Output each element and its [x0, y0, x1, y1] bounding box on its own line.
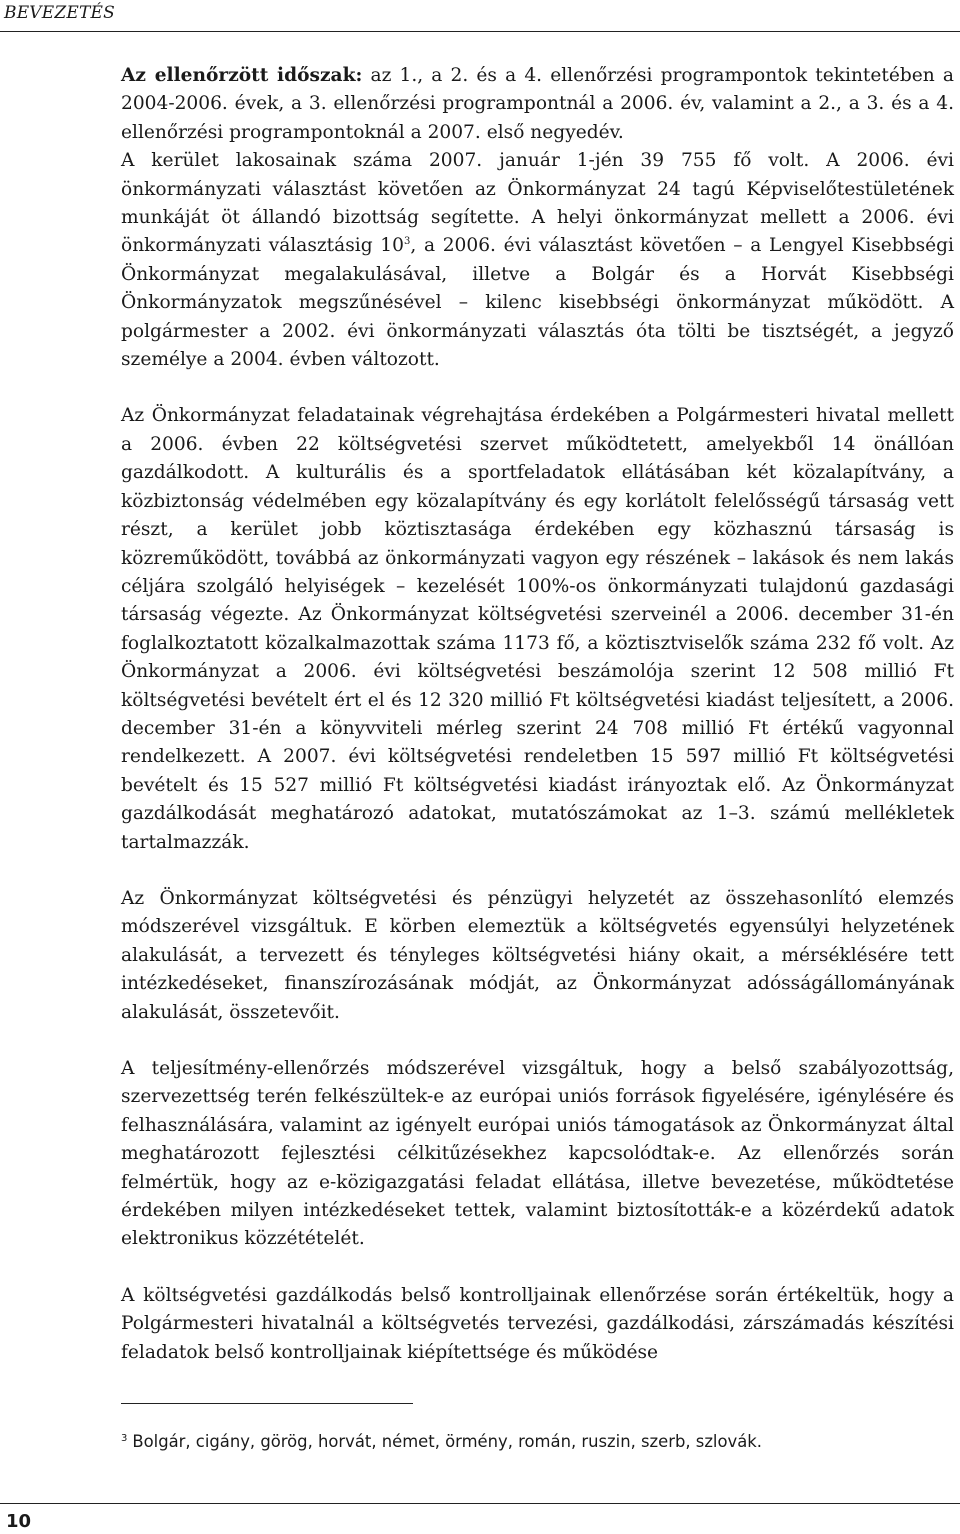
paragraph-financial-analysis: Az Önkormányzat költségvetési és pénzügyi helyzetét az összehasonlító elemzés módszerével vizsgáltuk. E körben elemeztük a költségvetés egyensúlyi helyzetének alakulását, a tervezett és tényleges költségvetési hiány okait, a mérséklésére tett intézkedéseket, finanszírozásának módját, az Önkormányzat adósságállományának alakulását, összetevőit.	[121, 887, 954, 1023]
page-number: 10	[6, 1511, 32, 1532]
paragraph-spacer	[121, 1254, 954, 1282]
paragraph-district-population	[121, 147, 954, 374]
main-content	[121, 62, 954, 1367]
paragraph-audit-period	[121, 62, 954, 147]
paragraph-spacer	[121, 857, 954, 885]
footer-divider	[0, 1503, 960, 1504]
audit-period-label: Az ellenőrzött időszak:	[121, 65, 363, 86]
district-text-part1: A kerület lakosainak száma 2007. január 1-jén 39 755 fő volt. A 2006. évi önkormányzati választást követően az Önkormányzat 24 tagú Képviselőtestületének munkáját öt állandó bizottság segítette. A helyi önkormányzat mellett a 2006. évi önkormányzati választásig 10	[121, 150, 954, 257]
page-header	[0, 0, 960, 32]
paragraph-spacer	[121, 1027, 954, 1055]
section-title: BEVEZETÉS	[4, 3, 116, 23]
district-text-part2: , a 2006. évi választást követően – a Lengyel Kisebbségi Önkormányzat megalakulásával, illetve a Bolgár és a Horvát Kisebbségi Önkormányzatok megszűnésével – kilenc kisebbségi önkormányzat működött. A polgármester a 2002. évi önkormányzati választás óta tölti be tisztségét, a jegyző személye a 2004. évben változott.	[121, 235, 955, 371]
paragraph-performance-audit: A teljesítmény-ellenőrzés módszerével vizsgáltuk, hogy a belső szabályozottság, szervezettség terén felkészültek-e az európai uniós források figyelésére, igénylésére és felhasználására, valamint az igényelt európai uniós támogatások az Önkormányzat által meghatározott fejlesztési célkitűzésekhez kapcsolódtak-e. Az ellenőrzés során felmértük, hogy az e-közigazgatási feladat ellátása, illetve bevezetése, működtetése érdekében milyen intézkedéseket tettek, valamint biztosították-e a közérdekű adatok elektronikus közzétételét.	[121, 1058, 954, 1250]
paragraph-office-budget: Az Önkormányzat feladatainak végrehajtása érdekében a Polgármesteri hivatal mellett a 2006. évben 22 költségvetési szervet működtetett, amelyekből 14 önállóan gazdálkodott. A kulturális és a sportfeladatok ellátásában két közalapítvány, a közbiztonság védelmében egy közalapítvány és egy korlátolt felelősségű társaság vett részt, a kerület jobb köztisztasága érdekében egy közhasznú társaság is közreműködött, továbbá az önkormányzati vagyon egy részének – lakások és nem lakás céljára szolgáló helyiségek – kezelését 100%-os önkormányzati tulajdonú gazdasági társaság végezte. Az Önkormányzat költségvetési szerveinél a 2006. december 31-én foglalkoztatott közalkalmazottak száma 1173 fő, a köztisztviselők száma 232 fő volt. Az Önkormányzat a 2006. évi költségvetési beszámolója szerint 12 508 millió Ft költségvetési bevételt ért el és 12 320 millió Ft költségvetési kiadást teljesített, a 2006. december 31-én a könyvviteli mérleg szerint 24 708 millió Ft értékű vagyonnal rendelkezett. A 2007. évi költségvetési rendeletben 15 597 millió Ft költségvetési bevételt és 15 527 millió Ft költségvetési kiadást irányoztak elő. Az Önkormányzat gazdálkodását meghatározó adatokat, mutatószámokat az 1–3. számú mellékletek tartalmazzák.	[121, 405, 954, 853]
paragraph-spacer	[121, 374, 954, 402]
footnote-separator	[121, 1403, 413, 1404]
paragraph-internal-controls: A költségvetési gazdálkodás belső kontrolljainak ellenőrzése során értékeltük, hogy a Polgármesteri hivatalnál a költségvetés tervezési, gazdálkodási, zárszámadás készítési feladatok belső kontrolljainak kiépítettsége és működése	[121, 1284, 954, 1363]
footnote-reference[interactable]: 3	[403, 236, 411, 248]
footnote-number: 3	[121, 1432, 128, 1444]
audit-period-text: az 1., a 2. és a 4. ellenőrzési programpontok tekintetében a 2004-2006. évek, a 3. ellenőrzési programpontnál a 2006. év, valamint a 2., a 3. és a 4. ellenőrzési programpontoknál a 2007. első negyedév.	[121, 65, 954, 143]
footnote-text: Bolgár, cigány, görög, horvát, német, örmény, román, ruszin, szerb, szlovák.	[132, 1432, 762, 1451]
footnote	[121, 1431, 954, 1453]
